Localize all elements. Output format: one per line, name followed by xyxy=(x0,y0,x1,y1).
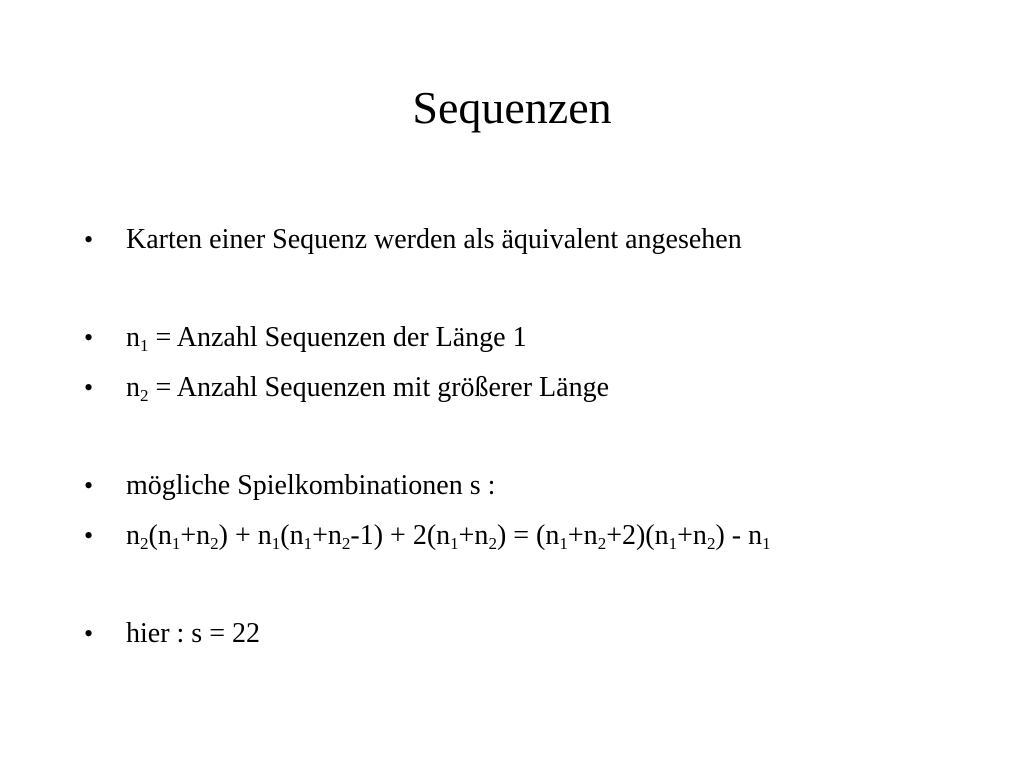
subscript: 1 xyxy=(559,534,568,553)
text-run: (n xyxy=(280,520,304,551)
text-run: ) = (n xyxy=(496,520,560,551)
text-run: mögliche Spielkombinationen s : xyxy=(126,470,496,501)
text-run: +n xyxy=(312,520,342,551)
bullet-item-n2-definition xyxy=(84,368,609,408)
bullet-item-equivalent-cards xyxy=(84,220,742,260)
bullet-text xyxy=(126,618,260,649)
text-run: ) + n xyxy=(218,520,272,551)
subscript: 2 xyxy=(140,534,149,553)
text-run: +n xyxy=(180,520,211,551)
subscript: 2 xyxy=(210,534,219,553)
text-run: -1) + 2(n xyxy=(350,520,451,551)
subscript: 2 xyxy=(706,534,716,553)
bullet-dot: • xyxy=(84,323,94,352)
text-run: = Anzahl Sequenzen mit größerer Länge xyxy=(148,372,610,403)
bullet-dot: • xyxy=(84,225,94,254)
text-run: hier : s = 22 xyxy=(126,618,260,649)
text-run: n xyxy=(126,372,140,403)
text-run: +n xyxy=(677,520,707,551)
subscript: 2 xyxy=(597,534,607,553)
bullet-item-possible-combinations xyxy=(84,466,495,506)
bullet-text xyxy=(126,372,609,403)
bullet-text xyxy=(126,470,495,501)
subscript: 1 xyxy=(271,534,281,553)
text-run: +n xyxy=(458,520,489,551)
bullet-dot: • xyxy=(84,619,94,648)
bullet-item-formula xyxy=(84,516,771,556)
subscript: 1 xyxy=(762,534,771,553)
bullet-text xyxy=(126,520,771,551)
subscript: 1 xyxy=(140,336,149,355)
subscript: 2 xyxy=(341,534,351,553)
text-run: +2)(n xyxy=(606,520,669,551)
subscript: 1 xyxy=(450,534,459,553)
text-run: = Anzahl Sequenzen der Länge 1 xyxy=(148,322,527,353)
bullet-item-result xyxy=(84,614,260,654)
text-run: n xyxy=(126,520,140,551)
bullet-dot: • xyxy=(84,373,94,402)
subscript: 2 xyxy=(140,386,149,405)
slide-title: Sequenzen xyxy=(412,82,612,133)
bullet-item-n1-definition xyxy=(84,318,527,358)
subscript: 2 xyxy=(488,534,497,553)
text-run: +n xyxy=(567,520,598,551)
subscript: 1 xyxy=(668,534,678,553)
text-run: n xyxy=(126,322,140,353)
text-run: ) - n xyxy=(715,520,763,551)
bullet-dot: • xyxy=(84,521,94,550)
bullet-text xyxy=(126,322,527,353)
text-run: Karten einer Sequenz werden als äquivalent angesehen xyxy=(126,224,742,255)
bullet-text xyxy=(126,224,742,255)
subscript: 1 xyxy=(303,534,313,553)
text-run: (n xyxy=(148,520,172,551)
bullet-dot: • xyxy=(84,471,94,500)
subscript: 1 xyxy=(171,534,181,553)
